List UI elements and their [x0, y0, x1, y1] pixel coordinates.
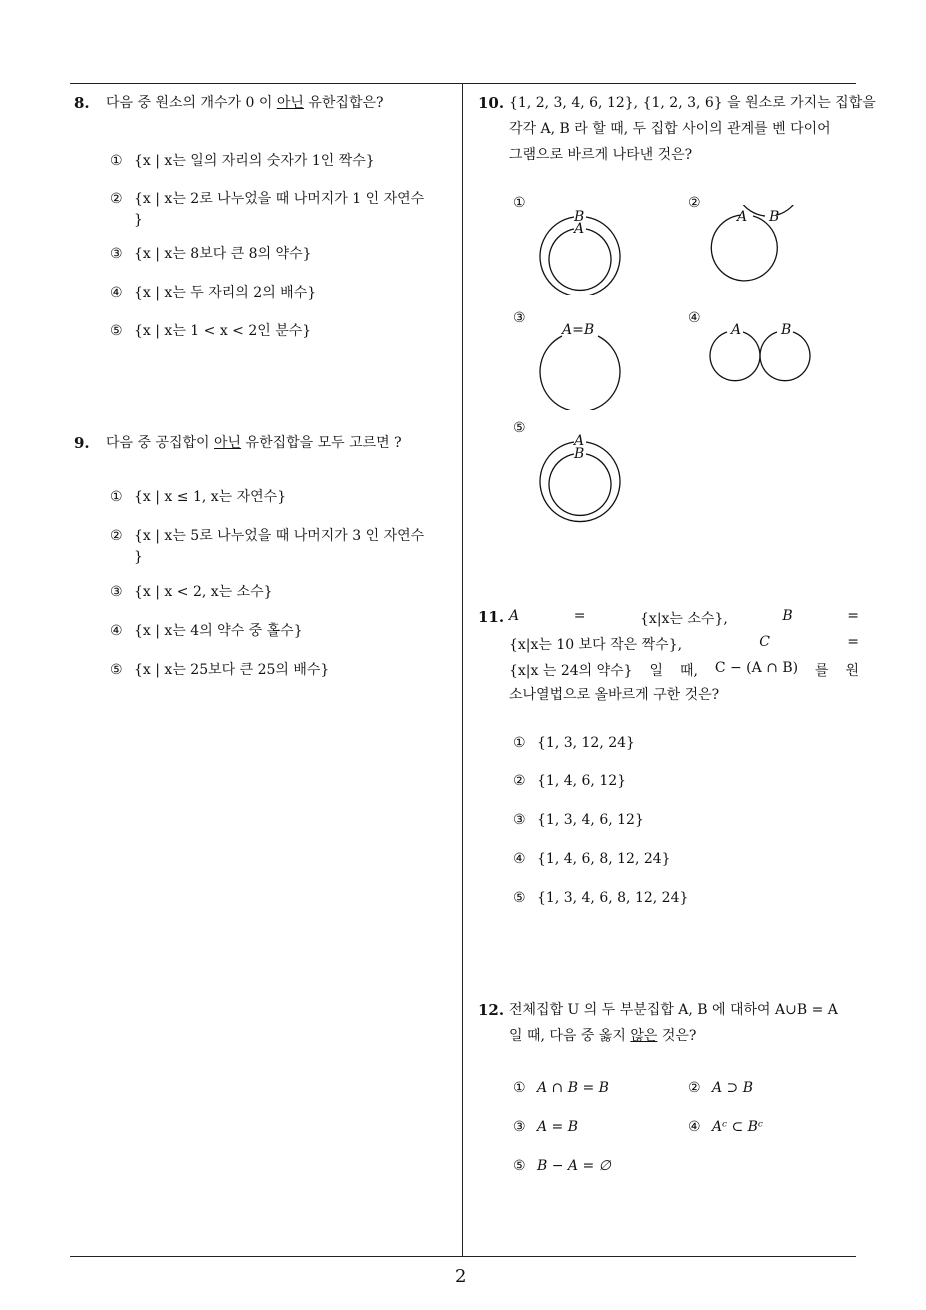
question-stem-line-3: 그램으로 바르게 나타낸 것은? [509, 147, 693, 163]
question-stem-line-2: 일 때, 다음 중 옳지 않은 것은? [509, 1028, 697, 1044]
option-3-marker[interactable]: ③ [513, 310, 526, 326]
question-stem: 다음 중 공집합이 아닌 유한집합을 모두 고르면 ? [106, 435, 402, 451]
venn-label-B: B [769, 209, 780, 225]
question-number: 12. [478, 1001, 505, 1019]
option-2-continued: } [134, 549, 143, 565]
question-stem: 다음 중 원소의 개수가 0 이 아닌 유한집합은? [106, 95, 384, 111]
option-1-marker[interactable]: ① [513, 195, 526, 211]
venn-label-A: A [574, 433, 585, 449]
bottom-rule [70, 1256, 856, 1257]
option-3[interactable]: ③ {x | x < 2, x는 소수} [110, 584, 273, 600]
stem-line-3: {x|x 는 24의 약수} 일 때, C − (A ∩ B) 를 원 [509, 660, 859, 679]
stem-line-4: 소나열법으로 올바르게 구한 것은? [509, 687, 720, 703]
question-stem-line-2: 각각 A, B 라 할 때, 두 집합 사이의 관계를 벤 다이어 [509, 121, 831, 137]
option-1[interactable]: ① A ∩ B = B [513, 1080, 609, 1096]
venn-label-A: A [737, 209, 748, 225]
option-3[interactable]: ③ {1, 3, 4, 6, 12} [513, 812, 644, 828]
option-5[interactable]: ⑤ {1, 3, 4, 6, 8, 12, 24} [513, 890, 689, 906]
option-2[interactable]: ② {x | x는 2로 나누었을 때 나머지가 1 인 자연수 [110, 191, 425, 207]
option-4-marker[interactable]: ④ [688, 310, 701, 326]
venn-label-B: B [781, 322, 792, 338]
option-2-marker[interactable]: ② [688, 195, 701, 211]
option-3[interactable]: ③ A = B [513, 1119, 579, 1135]
question-number: 8. [74, 94, 90, 112]
option-2-continued: } [134, 212, 143, 228]
venn-label-B: B [574, 446, 585, 462]
venn-label-A-equals-B: A=B [562, 322, 595, 338]
option-1[interactable]: ① {x | x는 일의 자리의 숫자가 1인 짝수} [110, 153, 375, 169]
option-4[interactable]: ④ {x | x는 두 자리의 2의 배수} [110, 285, 317, 301]
venn-label-B: B [574, 209, 585, 225]
column-divider [462, 83, 463, 1256]
question-stem-line-1: 전체집합 U 의 두 부분집합 A, B 에 대하여 A∪B = A [509, 1002, 838, 1018]
option-4[interactable]: ④ {x | x는 4의 약수 중 홀수} [110, 623, 303, 639]
venn-label-A: A [574, 221, 585, 237]
option-5[interactable]: ⑤ {x | x는 25보다 큰 25의 배수} [110, 662, 330, 678]
stem-line-1: A = {x|x는 소수}, B = [509, 608, 859, 627]
option-5[interactable]: ⑤ {x | x는 1 < x < 2인 분수} [110, 323, 312, 339]
stem-line-2: {x|x는 10 보다 작은 짝수}, C = [509, 634, 859, 653]
venn-label-A: A [731, 322, 742, 338]
top-rule [70, 83, 856, 84]
option-3[interactable]: ③ {x | x는 8보다 큰 8의 약수} [110, 246, 312, 262]
option-2[interactable]: ② {1, 4, 6, 12} [513, 773, 627, 789]
option-4[interactable]: ④ {1, 4, 6, 8, 12, 24} [513, 851, 671, 867]
question-number: 11. [478, 608, 505, 626]
option-4[interactable]: ④ Aᶜ ⊂ Bᶜ [688, 1119, 763, 1135]
venn-diagram-option-2[interactable] [705, 205, 815, 285]
venn-diagram-option-4[interactable] [705, 320, 815, 390]
question-number: 9. [74, 434, 90, 452]
option-2[interactable]: ② A ⊃ B [688, 1080, 754, 1096]
option-5-marker[interactable]: ⑤ [513, 420, 526, 436]
option-5[interactable]: ⑤ B − A = ∅ [513, 1158, 611, 1174]
option-1[interactable]: ① {1, 3, 12, 24} [513, 735, 635, 751]
option-1[interactable]: ① {x | x ≤ 1, x는 자연수} [110, 489, 287, 505]
question-stem-line-1: {1, 2, 3, 4, 6, 12}, {1, 2, 3, 6} 을 원소로 가지는 집합을 [509, 95, 876, 111]
page-number: 2 [455, 1266, 467, 1287]
question-number: 10. [478, 94, 505, 112]
option-2[interactable]: ② {x | x는 5로 나누었을 때 나머지가 3 인 자연수 [110, 528, 425, 544]
